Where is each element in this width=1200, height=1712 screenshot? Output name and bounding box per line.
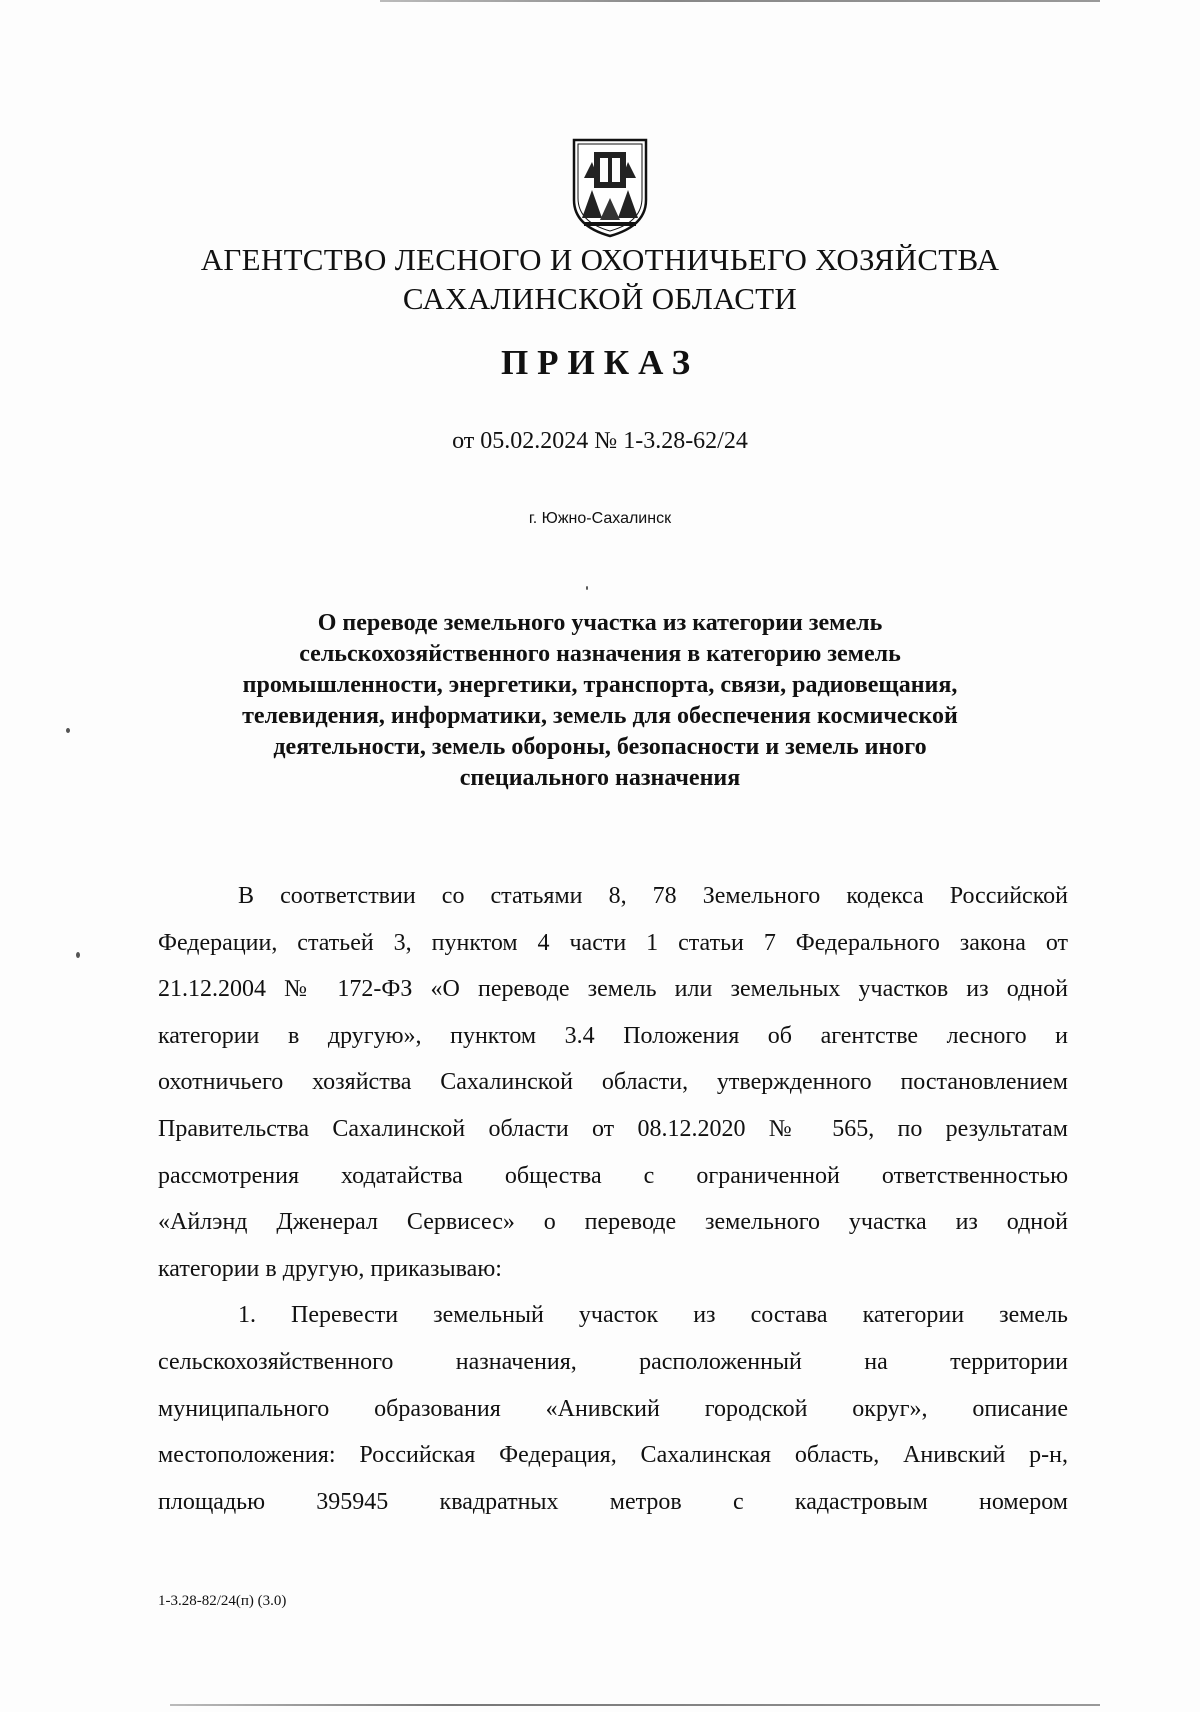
scan-edge-top (380, 0, 1100, 2)
subject-line: специального назначения (459, 765, 741, 791)
body-line: категории в другую, приказываю: (158, 1255, 502, 1282)
body-line: местоположения: Российская Федерация, Сахалинская область, Анивский р-н, (158, 1442, 1068, 1469)
body-line: Правительства Сахалинской области от 08.12.2020 № 565, по результатам (158, 1115, 1068, 1142)
scan-speck (586, 586, 588, 590)
agency-title (100, 240, 1100, 318)
body-line: «Айлэнд Дженерал Сервисес» о переводе земельного участка из одной (158, 1209, 1068, 1236)
agency-title-line1: АГЕНТСТВО ЛЕСНОГО И ОХОТНИЧЬЕГО ХОЗЯЙСТВА (200, 242, 1000, 277)
subject-line: сельскохозяйственного назначения в категорию земель (299, 641, 901, 667)
body-line: муниципального образования «Анивский городской округ», описание (158, 1395, 1068, 1422)
document-type-heading: ПРИКАЗ (500, 343, 700, 382)
order-body (158, 873, 1068, 1525)
coat-of-arms-emblem (570, 138, 650, 238)
agency-title-line2: САХАЛИНСКОЙ ОБЛАСТИ (402, 281, 798, 316)
body-line: Федерации, статьей 3, пунктом 4 части 1 статьи 7 Федерального закона от (158, 929, 1068, 956)
body-line: сельскохозяйственного назначения, расположенный на территории (158, 1348, 1068, 1375)
subject-line: промышленности, энергетики, транспорта, связи, радиовещания, (242, 672, 958, 698)
city-name: г. Южно-Сахалинск (528, 510, 672, 527)
body-line: 1. Перевести земельный участок из состава категории земель (238, 1302, 1068, 1329)
subject-line: О переводе земельного участка из категории земель (317, 610, 883, 636)
document-footer-code: 1-3.28-82/24(п) (3.0) (158, 1593, 287, 1609)
subject-line: деятельности, земель обороны, безопасности и земель иного (273, 734, 927, 760)
body-line: В соответствии со статьями 8, 78 Земельного кодекса Российской (238, 883, 1068, 909)
subject-line: телевидения, информатики, земель для обеспечения космической (242, 703, 958, 729)
scan-speck (76, 952, 80, 958)
order-subject (150, 608, 1050, 794)
scan-edge-bottom (170, 1704, 1100, 1706)
order-date-number: от 05.02.2024 № 1-3.28-62/24 (452, 428, 748, 454)
scan-speck (66, 728, 70, 733)
body-line: рассмотрения ходатайства общества с ограниченной ответственностью (158, 1162, 1068, 1189)
body-line: 21.12.2004 № 172-ФЗ «О переводе земель или земельных участков из одной (158, 976, 1068, 1003)
body-line: охотничьего хозяйства Сахалинской области, утвержденного постановлением (158, 1069, 1068, 1096)
body-line: площадью 395945 квадратных метров с кадастровым номером (158, 1488, 1068, 1515)
body-line: категории в другую», пунктом 3.4 Положения об агентстве лесного и (158, 1022, 1068, 1049)
